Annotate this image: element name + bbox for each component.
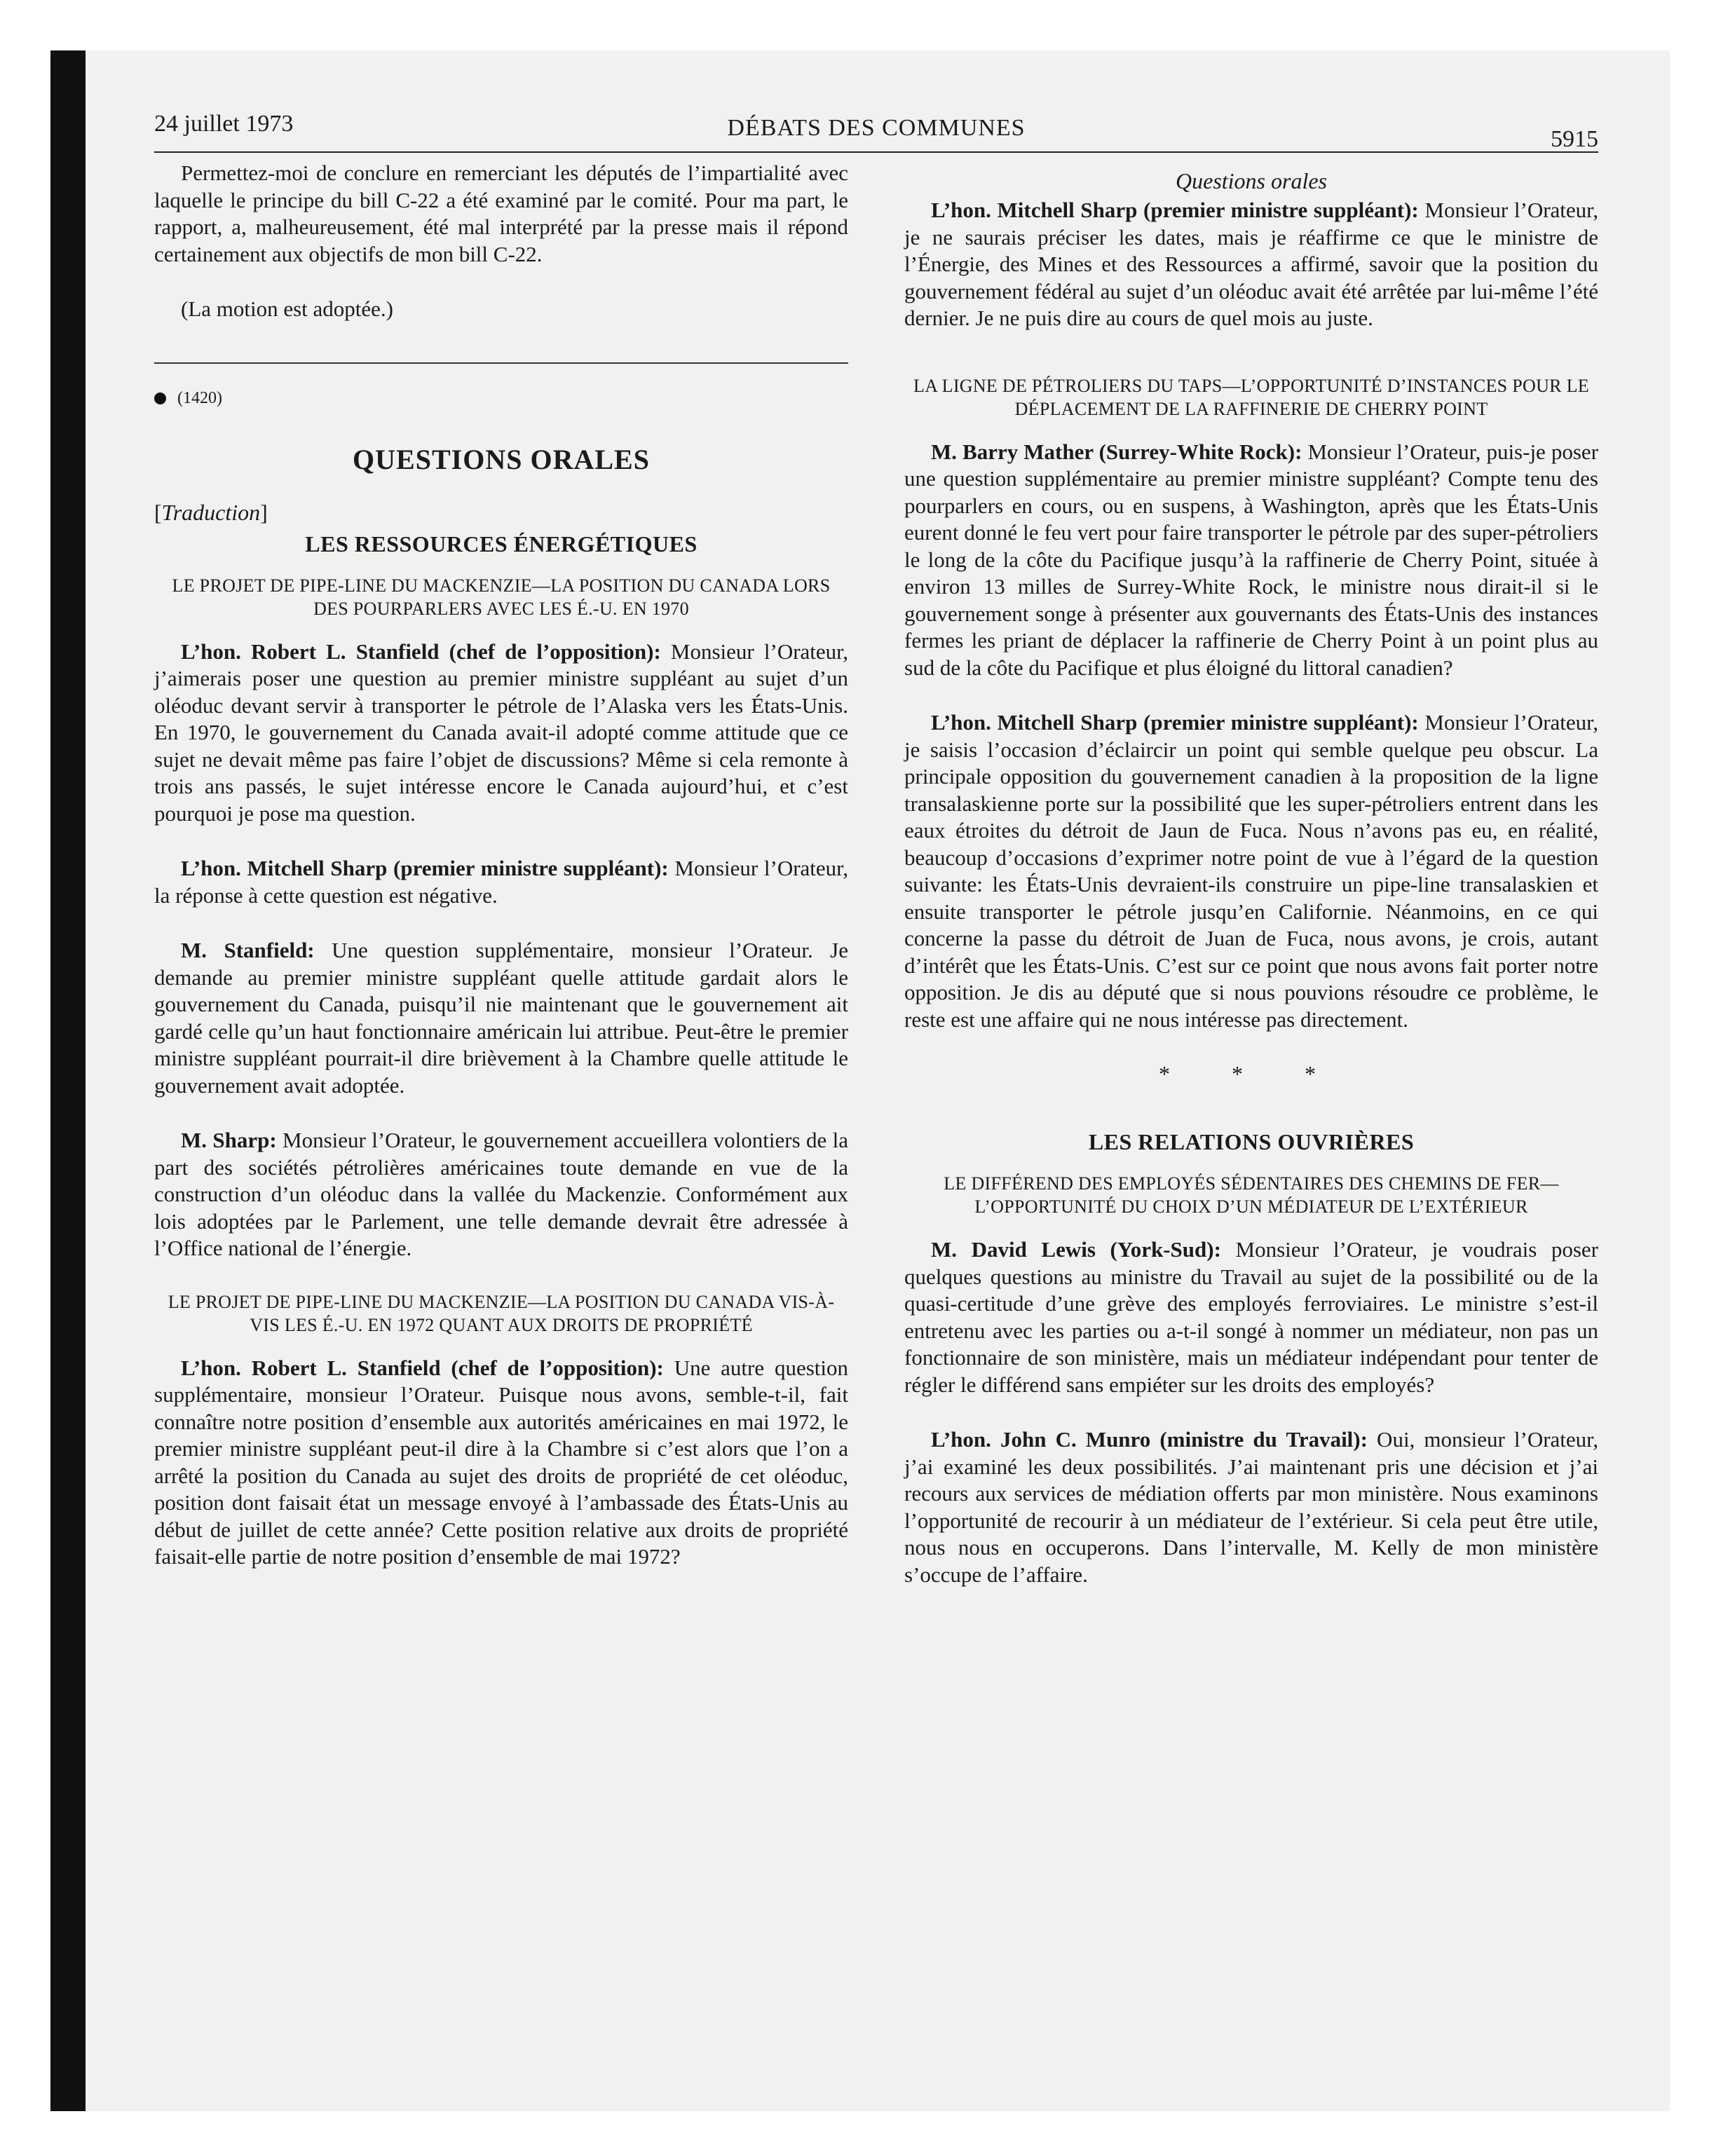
question-stanfield-2: [154, 937, 848, 1099]
speech-text: Oui, monsieur l’Orateur, j’ai examiné les deux possibilités. J’ai maintenant pris une décision et j’ai recours aux services de médiation offerts par mon ministère. Nous examinons l’opportunité de recourir à un médiateur de l’extérieur. Si cela peut être utile, nous nous en occuperons. Dans l’intervalle, M. Kelly de mon ministère s’occupe de l’affaire.: [904, 1427, 1598, 1587]
speech-text: Monsieur l’Orateur, j’aimerais poser une question au premier ministre suppléant au sujet d’un oléoduc devant servir à transporter le pétrole de l’Alaska vers les États-Unis. En 1970, le gouvernement du Canada avait-il adopté comme attitude que ce sujet ne devait même pas faire l’objet de discussions? Même si cela remonte à trois ans passés, le sujet intéresse encore le Canada aujourd’hui, et c’est pourquoi je pose ma question.: [154, 639, 848, 826]
speech-text: Monsieur l’Orateur, puis-je poser une question supplémentaire au premier ministre suppléant? Compte tenu des pourparlers en cours, ou en suspens, à Washington, après que les États-Unis eurent donné le feu vert pour faire transporter le pétrole par des super-pétroliers le long de la côte du Pacifique jusqu’à la raffinerie de Cherry Point, située à environ 13 milles de Surrey-White Rock, le ministre nous dirait-il si le gouvernement songe à présenter aux gouvernants des États-Unis des instances fermes les priant de déplacer la raffinerie de Cherry Point à un point plus au sud de la côte du Pacifique et plus éloigné du littoral canadien?: [904, 439, 1598, 680]
section-divider: [154, 362, 848, 364]
speech-text: Une autre question supplémentaire, monsieur l’Orateur. Puisque nous avons, semble-t-il, fait connaître notre position d’ensemble aux autorités américaines en mai 1972, le premier ministre suppléant peut-il dire à la Chambre si c’est alors que l’on a arrêté la position du Canada au sujet des droits de propriété de cet oléoduc, position dont faisait état un message envoyé à l’ambassade des États-Unis au début de juillet de cette année? Cette position relative aux droits de propriété faisait-elle partie de notre position d’ensemble de mai 1972?: [154, 1355, 848, 1569]
speaker-name: M. David Lewis (York-Sud):: [931, 1237, 1221, 1262]
speaker-name: L’hon. Mitchell Sharp (premier ministre suppléant):: [931, 710, 1419, 735]
translation-word: Traduction: [161, 499, 261, 525]
speech-text: Monsieur l’Orateur, je saisis l’occasion d’éclaircir un point qui semble quelque peu obscur. La principale opposition du gouvernement canadien à la proposition de la ligne transalaskienne porte sur la possibilité que les super-pétroliers entrent dans les eaux étroites du détroit de Jaun de Fuca. Nous n’avons pas eu, en réalité, beaucoup d’occasions d’exprimer notre point de vue à l’égard de la question suivante: les États-Unis devraient-ils construire un pipe-line transalaskien et ensuite transporter le pétrole jusqu’en Californie. Néanmoins, en ce qui concerne la passe du détroit de Juan de Fuca, nous avons, je crois, autant d’intérêt que les États-Unis. C’est sur ce point que nous avons fait porter notre opposition. Je dis au député que si nous pouvions résoudre ce problème, le reste est une affaire qui ne nous intéresse pas directement.: [904, 710, 1598, 1032]
speech-text: Une question supplémentaire, monsieur l’Orateur. Je demande au premier ministre suppléant quelle attitude gardait alors le gouvernement du Canada, puisqu’il nie maintenant que le gouvernement ait gardé celle qu’un haut fonctionnaire américain lui attribue. Peut-être le premier ministre suppléant pourrait-il dire brièvement à la Chambre quelle attitude le gouvernement avait adoptée.: [154, 938, 848, 1098]
speech-text: Monsieur l’Orateur, je ne saurais préciser les dates, mais je réaffirme ce que le ministre de l’Énergie, des Mines et des Ressources a affirmé, savoir que la position du gouvernement fédéral au sujet d’un oléoduc avait été arrêtée par lui-même l’été dernier. Je ne puis dire au cours de quel mois au juste.: [904, 198, 1598, 330]
speaker-name: L’hon. Robert L. Stanfield (chef de l’opposition):: [181, 1355, 664, 1380]
section-title: QUESTIONS ORALES: [353, 443, 650, 475]
closing-paragraph: Permettez-moi de conclure en remerciant les députés de l’impartialité avec laquelle le principe du bill C-22 a été examiné par le comité. Pour ma part, le rapport, a, malheureusement, été mal interprété par la presse mais il répond certainement aux objectifs de mon bill C-22.: [154, 161, 848, 266]
scan-binding-edge: [50, 50, 86, 2111]
speaker-name: L’hon. John C. Munro (ministre du Travail):: [931, 1427, 1368, 1452]
header-title: DÉBATS DES COMMUNES: [727, 115, 1026, 141]
bullet-dot-icon: [154, 393, 166, 404]
document-page: [154, 105, 1598, 2068]
subheading-taps: LA LIGNE DE PÉTROLIERS DU TAPS—L’OPPORTUNITÉ D’INSTANCES POUR LE DÉPLACEMENT DE LA RAFFINERIE DE CHERRY POINT: [913, 375, 1589, 419]
running-head: Questions orales: [1176, 168, 1327, 193]
question-stanfield-3: [154, 1355, 848, 1571]
page-header: [154, 105, 1598, 153]
left-column: [154, 160, 848, 2052]
speech-text: Monsieur l’Orateur, le gouvernement accueillera volontiers de la part des sociétés pétrolières américaines toute demande en vue de la construction d’un oléoduc dans la vallée du Mackenzie. Conformément aux lois adoptées par le Parlement, une telle demande devrait être adressée à l’Office national de l’énergie.: [154, 1128, 848, 1260]
speaker-name: L’hon. Robert L. Stanfield (chef de l’opposition):: [181, 639, 661, 664]
speaker-name: L’hon. Mitchell Sharp (premier ministre suppléant):: [931, 198, 1419, 222]
header-page-number: 5915: [1551, 126, 1598, 152]
speech-text: Monsieur l’Orateur, je voudrais poser quelques questions au ministre du Travail au sujet de la possibilité ou de la quasi-certitude d’une grève des employés ferroviaires. Le ministre s’est-il entretenu avec les parties ou a-t-il songé à nommer un médiateur, non pas un fonctionnaire de son ministère, mais un médiateur indépendant pour tenter de régler le différend sans empiéter sur les droits des employés?: [904, 1237, 1598, 1397]
labour-heading: LES RELATIONS OUVRIÈRES: [1088, 1129, 1415, 1154]
answer-sharp-2: [154, 1127, 848, 1262]
answer-sharp-1: [154, 855, 848, 909]
header-date: 24 juillet 1973: [154, 111, 294, 137]
question-lewis: [904, 1236, 1598, 1398]
timestamp-text: (1420): [177, 388, 222, 407]
translation-note: [154, 500, 848, 526]
question-stanfield-1: [154, 639, 848, 828]
subheading-1970: LE PROJET DE PIPE-LINE DU MACKENZIE—LA POSITION DU CANADA LORS DES POURPARLERS AVEC LES É.-U. EN 1970: [172, 575, 831, 619]
subheading-railway: LE DIFFÉREND DES EMPLOYÉS SÉDENTAIRES DES CHEMINS DE FER—L’OPPORTUNITÉ DU CHOIX D’UN MÉDIATEUR DE L’EXTÉRIEUR: [944, 1173, 1559, 1217]
section-separator-stars: * * *: [1159, 1061, 1344, 1086]
answer-sharp-3: [904, 197, 1598, 332]
speaker-name: L’hon. Mitchell Sharp (premier ministre suppléant):: [181, 856, 669, 880]
subheading-1972: LE PROJET DE PIPE-LINE DU MACKENZIE—LA POSITION DU CANADA VIS-À-VIS LES É.-U. EN 1972 QUANT AUX DROITS DE PROPRIÉTÉ: [168, 1291, 835, 1335]
time-marker: [154, 389, 848, 408]
speaker-name: M. Sharp:: [181, 1128, 277, 1152]
translation-bracket-close: ]: [260, 499, 268, 525]
answer-sharp-4: [904, 709, 1598, 1033]
speaker-name: M. Barry Mather (Surrey-White Rock):: [931, 439, 1302, 464]
right-column: [904, 160, 1598, 2052]
answer-munro: [904, 1426, 1598, 1588]
motion-adopted: (La motion est adoptée.): [181, 296, 394, 321]
question-mather: [904, 439, 1598, 682]
speech-text: Monsieur l’Orateur, la réponse à cette question est négative.: [154, 856, 848, 908]
energy-heading: LES RESSOURCES ÉNERGÉTIQUES: [305, 531, 698, 557]
translation-bracket-open: [: [154, 499, 162, 525]
speaker-name: M. Stanfield:: [181, 938, 315, 962]
